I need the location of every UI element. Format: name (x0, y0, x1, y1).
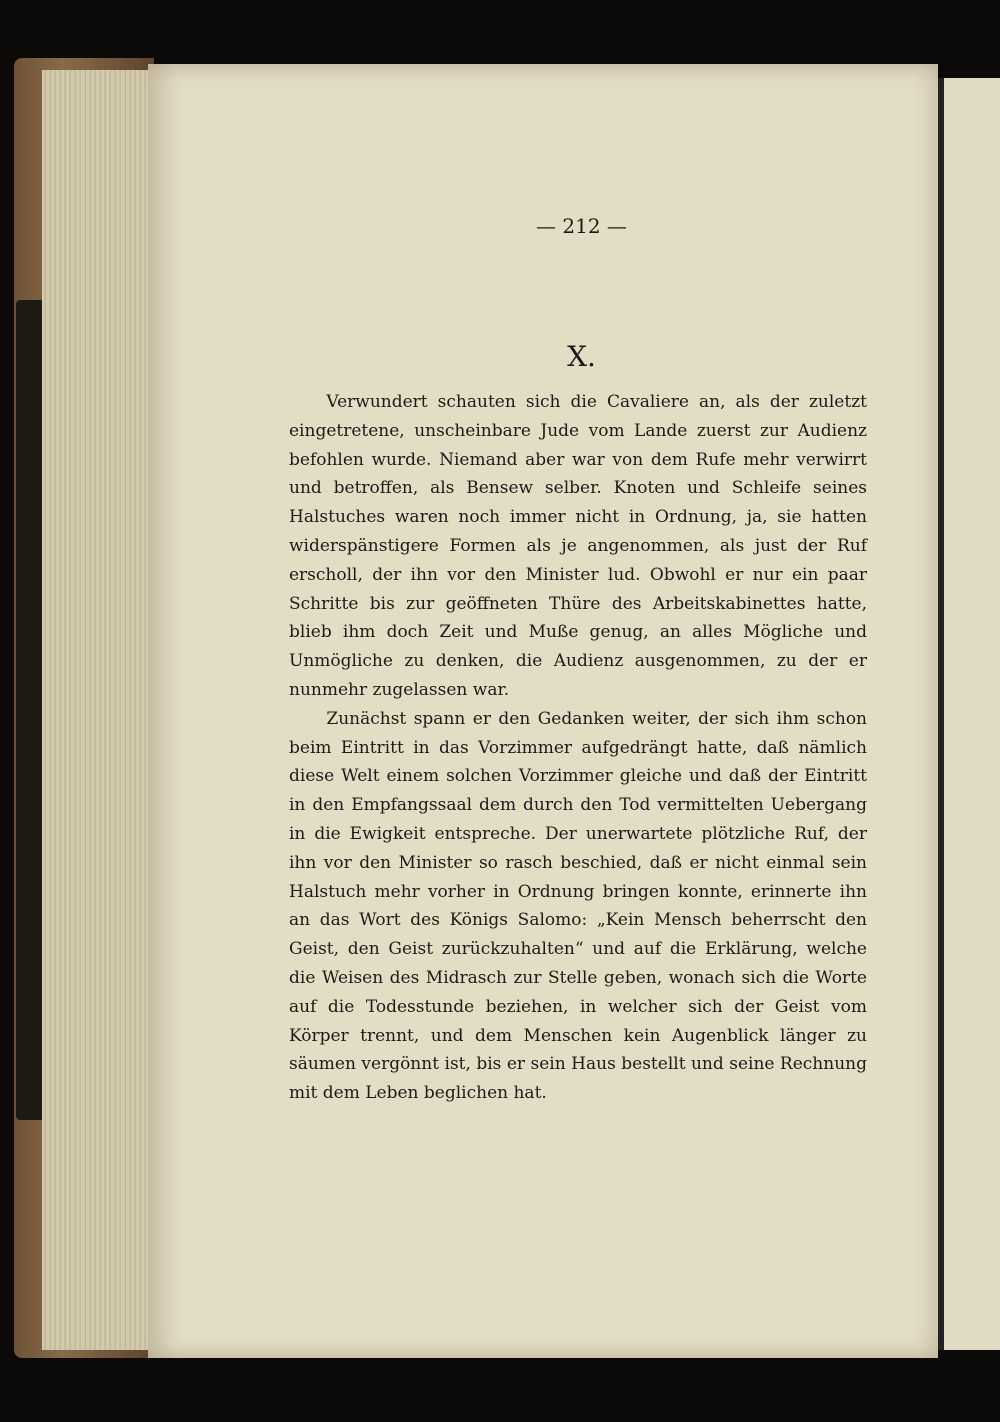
page-number: — 212 — (536, 214, 627, 238)
chapter-heading: X. (567, 340, 596, 373)
paragraph: Zunächst spann er den Gedanken weiter, der sich ihm schon beim Eintritt in das Vorzimmer aufgedrängt hatte, daß nämlich diese Welt einem solchen Vorzimmer gleiche und daß der Eintritt in den Empfangssaal dem durch den Tod vermittelten Uebergang in die Ewigkeit entspreche. Der unerwartete plötzliche Ruf, der ihn vor den Minister so rasch beschied, daß er nicht einmal sein Halstuch mehr vorher in Ordnung bringen konnte, erinnerte ihn an das Wort des Königs Salomo: „Kein Mensch beherrscht den Geist, den Geist zurückzuhalten“ und auf die Erklärung, welche die Weisen des Midrasch zur Stelle geben, wonach sich die Worte auf die Todesstunde beziehen, in welcher sich der Geist vom Körper trennt, und dem Menschen kein Augenblick länger zu säumen vergönnt ist, bis er sein Haus bestellt und seine Rechnung mit dem Leben beglichen hat. (289, 708, 867, 1104)
next-page-edge (938, 78, 1000, 1350)
cover-wear (16, 300, 44, 1120)
page-edges (42, 70, 154, 1350)
body-text (289, 388, 867, 1108)
paragraph: Verwundert schauten sich die Cavaliere an, als der zuletzt eingetretene, unscheinbare Jude vom Lande zuerst zur Audienz befohlen wurde. Niemand aber war von dem Rufe mehr verwirrt und betroffen, als Bensew selber. Knoten und Schleife seines Halstuches waren noch immer nicht in Ordnung, ja, sie hatten widerspänstigere Formen als je angenommen, als just der Ruf erscholl, der ihn vor den Minister lud. Obwohl er nur ein paar Schritte bis zur geöffneten Thüre des Arbeitskabinettes hatte, blieb ihm doch Zeit und Muße genug, an alles Mögliche und Unmögliche zu denken, die Audienz ausgenommen, zu der er nunmehr zugelassen war. (289, 392, 867, 700)
